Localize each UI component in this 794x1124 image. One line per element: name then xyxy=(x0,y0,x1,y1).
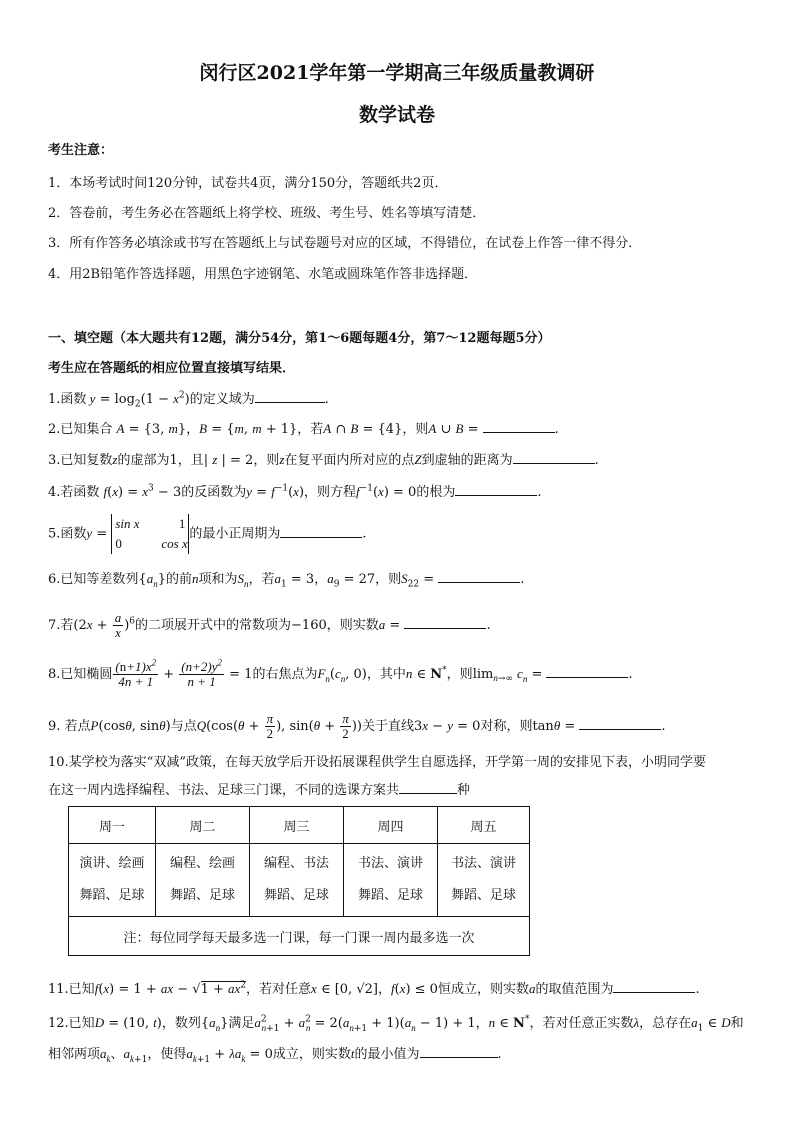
answer-blank xyxy=(420,1045,498,1058)
determinant: sin x 1 0 cos x xyxy=(111,514,189,554)
fraction: $\frac{(n+1)x^2}{4n + 1}$ xyxy=(115,657,157,689)
table-header-cell: 周五 xyxy=(438,807,530,844)
answer-blank xyxy=(579,717,661,730)
question-3: 3.已知复数z的虚部为1，且| z | = 2，则z在复平面内所对应的点Z到虚轴的距离为 . xyxy=(48,452,599,468)
answer-blank xyxy=(438,570,520,583)
table-cell: 编程、书法 舞蹈、足球 xyxy=(250,844,344,917)
section-heading: 一、填空题（本大题共有12题，满分54分，第1～6题每题4分，第7～12题每题5分） xyxy=(48,331,551,346)
table-header-cell: 周一 xyxy=(69,807,156,844)
question-12-line-1: 12.已知D = (10, t)，数列$\{a_n\}$满足$a^2_{n+1} + a^2_n = 2(a_{n+1} + 1)(a_n - 1) + 1$，n ∈ N*，若对任意正实数λ，总存在$a_1$ ∈ D和 xyxy=(48,1014,744,1034)
answer-blank xyxy=(513,451,595,464)
table-cell: 书法、演讲 舞蹈、足球 xyxy=(438,844,530,917)
notice-item: 4．用2B铅笔作答选择题，用黑色字迹钢笔、水笔或圆珠笔作答非选择题． xyxy=(48,267,478,282)
table-header-row xyxy=(69,807,530,844)
table-cell: 编程、绘画 舞蹈、足球 xyxy=(156,844,250,917)
table-note: 注：每位同学每天最多选一门课，每一门课一周内最多选一次 xyxy=(69,917,530,956)
table-note-row xyxy=(69,917,530,956)
answer-blank xyxy=(483,420,555,433)
answer-blank xyxy=(455,483,537,496)
table-row xyxy=(69,844,530,917)
answer-blank xyxy=(546,665,628,678)
question-8: 8.已知椭圆 $\frac{(n+1)x^2}{4n + 1}$ + $\frac{(n+2)y^2}{n + 1}$ = 1的右焦点为$F_n(c_n$, 0)，其中n ∈ N*，则$\lim_{n\to\infty} c_n$ = . xyxy=(48,657,633,689)
table-header-cell: 周四 xyxy=(344,807,438,844)
answer-blank xyxy=(404,616,486,629)
question-10-line-2: 在这一周内选择编程、书法、足球三门课，不同的选课方案共 种 xyxy=(48,783,471,798)
question-7: 7.若(2x + $\frac{a}{x}$ )$^6$的二项展开式中的常数项为−160，则实数a = . xyxy=(48,610,491,640)
section-instruction: 考生应在答题纸的相应位置直接填写结果． xyxy=(48,361,296,376)
table-cell: 书法、演讲 舞蹈、足球 xyxy=(344,844,438,917)
notice-item: 2．答卷前，考生务必在答题纸上将学校、班级、考生号、姓名等填写清楚． xyxy=(48,206,486,221)
question-4: 4.若函数 $f(x) = x^3 - 3$的反函数为$y = f^{-1}(x)$，则方程$f^{-1}(x) = 0$的根为 . xyxy=(48,483,542,500)
table-header-cell: 周三 xyxy=(250,807,344,844)
question-11: 11.已知f(x) = 1 + ax − $√1 + ax^2$，若对任意x ∈ [0, √2]，f(x) ≤ 0恒成立，则实数a的取值范围为 . xyxy=(48,980,700,997)
answer-blank xyxy=(399,781,457,794)
question-6: 6.已知等差数列$\{a_n\}$的前n项和为$S_n$，若$a_1 = 3$，$a_9 = 27$，则$S_{22}$ = . xyxy=(48,571,525,590)
answer-blank xyxy=(255,390,325,403)
answer-blank xyxy=(613,980,695,993)
notice-heading: 考生注意： xyxy=(48,143,114,158)
fraction: $\frac{(n+2)y^2}{n + 1}$ xyxy=(181,657,222,689)
table-cell: 演讲、绘画 舞蹈、足球 xyxy=(69,844,156,917)
notice-item: 1．本场考试时间120分钟，试卷共4页，满分150分，答题纸共2页． xyxy=(48,176,448,191)
question-10-line-1: 10.某学校为落实“双减”政策，在每天放学后开设拓展课程供学生自愿选择，开学第一周的安排见下表，小明同学要 xyxy=(48,755,706,770)
page-subtitle: 数学试卷 xyxy=(358,104,435,126)
page-title: 闵行区2021学年第一学期高三年级质量教调研 xyxy=(199,62,595,84)
question-1: 1.函数 $y = \log_2(1 - x^2)$的定义域为 . xyxy=(48,390,329,410)
schedule-table xyxy=(68,806,530,956)
question-9: 9. 若点P(cosθ, sinθ)与点Q(cos(θ + $\frac{\pi}{2}$ ), sin(θ + $\frac{\pi}{2}$ ))关于直线3x − y = 0对称，则tanθ = . xyxy=(48,711,666,741)
answer-blank xyxy=(280,525,362,538)
question-2: 2.已知集合 A = {3, m}，B = {m, m + 1}，若A ∩ B = {4}，则A ∪ B = . xyxy=(48,421,559,437)
fraction: $\frac{\pi}{2}$ xyxy=(342,711,349,741)
fraction: $\frac{a}{x}$ xyxy=(114,610,122,640)
table-header-cell: 周二 xyxy=(156,807,250,844)
fraction: $\frac{\pi}{2}$ xyxy=(266,711,274,741)
question-12-line-2: 相邻两项$a_k$、$a_{k+1}$，使得$a_{k+1} + \lambda a_k = 0$成立，则实数t的最小值为 . xyxy=(48,1046,502,1065)
question-5: 5.函数y = sin x 1 0 cos x 的最小正周期为 . xyxy=(48,514,367,554)
notice-item: 3．所有作答务必填涂或书写在答题纸上与试卷题号对应的区域，不得错位，在试卷上作答一律不得分． xyxy=(48,236,642,251)
